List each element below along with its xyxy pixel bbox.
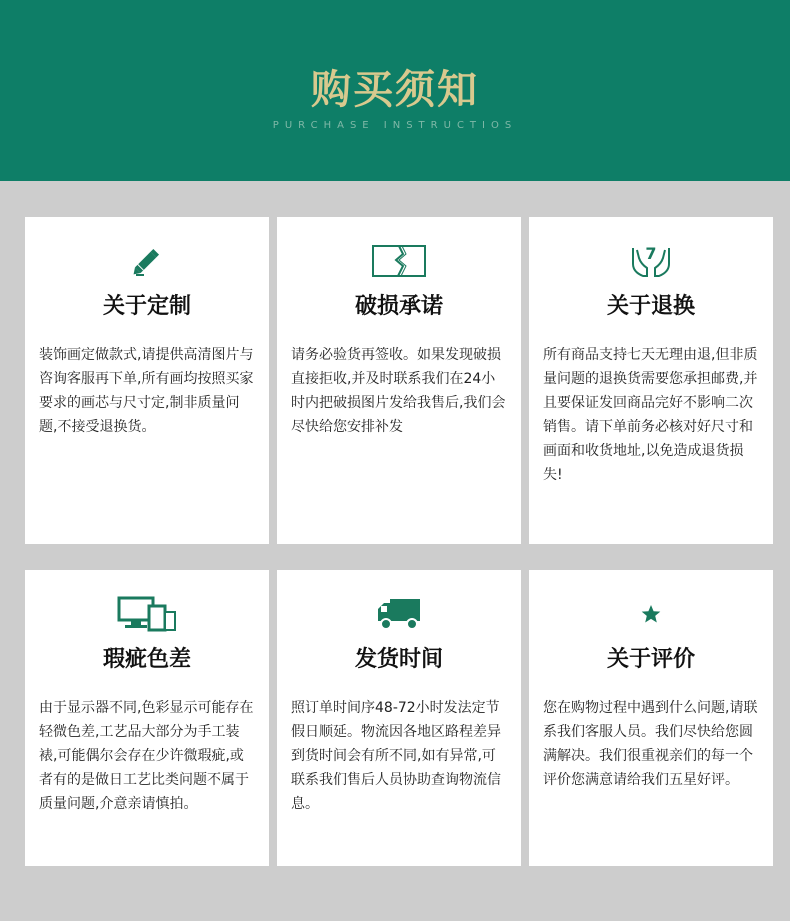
seven-day-return-icon <box>529 241 773 281</box>
card-title: 发货时间 <box>354 647 443 672</box>
pencil-icon <box>25 241 269 281</box>
card-title: 关于定制 <box>102 294 191 319</box>
card-title: 关于评价 <box>606 647 695 672</box>
card-reviews <box>529 570 773 866</box>
card-returns <box>529 217 773 544</box>
broken-box-icon <box>277 241 521 281</box>
card-body: 请务必验货再签收。如果发现破损直接拒收,并及时联系我们在24小时内把破损图片发给我售后,我们会尽快给您安排补发 <box>291 347 506 435</box>
card-damage <box>277 217 521 544</box>
devices-icon <box>25 594 269 634</box>
page-title: 购买须知 <box>311 67 479 113</box>
star-icon <box>529 594 773 634</box>
page-subtitle: PURCHASE INSTRUCTIOS <box>272 120 518 131</box>
header-banner <box>0 0 790 181</box>
card-body: 您在购物过程中遇到什么问题,请联系我们客服人员。我们尽快给您圆满解决。我们很重视亲们的每一个评价您满意请给我们五星好评。 <box>543 700 758 788</box>
card-title: 瑕疵色差 <box>102 647 191 672</box>
card-title: 破损承诺 <box>354 294 443 319</box>
card-body: 所有商品支持七天无理由退,但非质量问题的退换货需要您承担邮费,并且要保证发回商品完好不影响二次销售。请下单前务必核对好尺寸和画面和收货地址,以免造成退货损失! <box>543 347 758 483</box>
card-color-difference <box>25 570 269 866</box>
card-body: 由于显示器不同,色彩显示可能存在轻微色差,工艺品大部分为手工装裱,可能偶尔会存在少许微瑕疵,或者有的是做日工艺比类问题不属于质量问题,介意亲请慎拍。 <box>39 700 254 812</box>
card-shipping-time <box>277 570 521 866</box>
truck-icon <box>277 594 521 634</box>
card-title: 关于退换 <box>606 294 695 319</box>
svg-text:7: 7 <box>645 244 657 263</box>
card-body: 照订单时间序48-72小时发法定节假日顺延。物流因各地区路程差异到货时间会有所不同,如有异常,可联系我们售后人员协助查询物流信息。 <box>291 700 501 812</box>
card-customization <box>25 217 269 544</box>
card-body: 装饰画定做款式,请提供高清图片与咨询客服再下单,所有画均按照买家要求的画芯与尺寸定,制非质量问题,不接受退换货。 <box>39 347 254 435</box>
